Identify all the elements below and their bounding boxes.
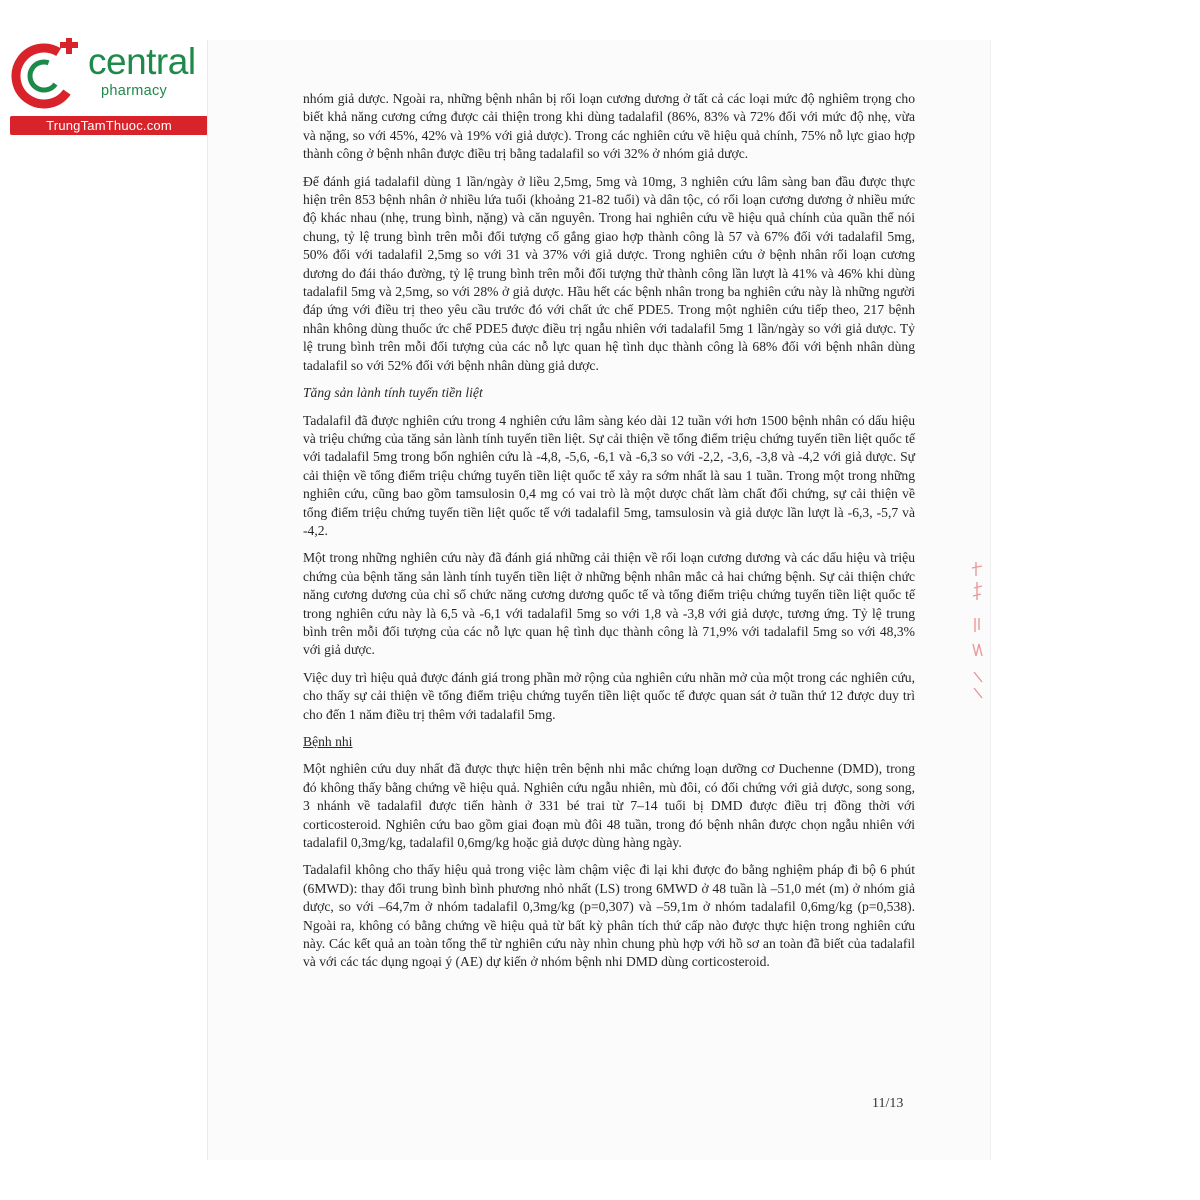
brand-name: central xyxy=(88,41,196,82)
paragraph: Một trong những nghiên cứu này đã đánh giá những cải thiện về rối loạn cương dương và các dấu hiệu và triệu chứng của bệnh tăng sản lành tính tuyến tiền liệt ở những bệnh nhân mắc cả hai chứng bệnh. Sự cải thiện chức năng cương dương của chỉ số chức năng cương dương quốc tế và tổng điểm triệu chứng tuyến tiền liệt quốc tế trong nghiên cứu này là 6,5 và -6,1 với tadalafil 5mg so với 1,8 và -3,8 với giả dược, tương ứng. Tỷ lệ trung bình trên mỗi đối tượng của các nỗ lực quan hệ tình dục thành công là 71,9% với tadalafil 5mg so với 48,3% với giả dược. xyxy=(303,550,915,658)
brand-logo[interactable] xyxy=(10,38,215,138)
brand-website[interactable]: TrungTamThuoc.com xyxy=(10,116,208,135)
paragraph: Việc duy trì hiệu quả được đánh giá trong phần mở rộng của nghiên cứu nhãn mở của một trong các nghiên cứu, cho thấy sự cải thiện về tổng điểm triệu chứng tuyến tiền liệt quốc tế được quan sát ở tuần thứ 12 được duy trì cho đến 1 năm điều trị thêm với tadalafil 5mg. xyxy=(303,669,915,722)
paragraph: Tadalafil đã được nghiên cứu trong 4 nghiên cứu lâm sàng kéo dài 12 tuần với hơn 1500 bệnh nhân có dấu hiệu và triệu chứng của tăng sản lành tính tuyến tiền liệt. Sự cải thiện về tổng điểm triệu chứng tuyến tiền liệt quốc tế với tadalafil 5mg trong bốn nghiên cứu là -4,8, -5,6, -6,1 và -6,3 so với -2,2, -3,6, -3,8 và -4,2 với giả dược. Sự cải thiện về tổng điểm triệu chứng tuyến tiền liệt quốc tế xảy ra sớm nhất là sau 1 tuần. Trong một trong những nghiên cứu, cũng bao gồm tamsulosin 0,4 mg có vai trò là một dược chất làm chất đối chứng, sự cải thiện về tổng điểm triệu chứng tuyến tiền liệt quốc tế với tadalafil 5mg, tamsulosin và giả dược lần lượt là -6,3, -5,7 và -4,2. xyxy=(303,412,915,538)
paragraph: nhóm giả dược. Ngoài ra, những bệnh nhân bị rối loạn cương dương ở tất cả các loại mức độ nghiêm trọng cho biết khả năng cương cứng được cải thiện trong khi dùng tadalafil (86%, 83% và 72% đối với mức độ nhẹ, vừa và nặng, so với 45%, 42% và 19% với giả dược). Trong các nghiên cứu về hiệu quả chính, 75% nỗ lực giao hợp thành công ở bệnh nhân được điều trị bằng tadalafil so với 32% ở nhóm giả dược. xyxy=(303,91,915,162)
brand-subtitle: pharmacy xyxy=(101,83,168,99)
section-heading-bph: Tăng sản lành tính tuyến tiền liệt xyxy=(303,385,483,401)
red-stamp-marks xyxy=(968,560,990,705)
paragraph: Tadalafil không cho thấy hiệu quả trong việc làm chậm việc đi lại khi được đo bằng nghiệm pháp đi bộ 6 phút (6MWD): thay đổi trung bình bình phương nhỏ nhất (LS) trong 6MWD ở 48 tuần là –51,0 mét (m) ở nhóm giả dược, so với –64,7m ở nhóm tadalafil 0,3mg/kg (p=0,307) và –59,1m ở nhóm tadalafil 0,6mg/kg (p=0,538). Ngoài ra, không có bằng chứng về hiệu quả từ bất kỳ phân tích thứ cấp nào được thực hiện trong nghiên cứu này. Các kết quả an toàn tổng thể từ nghiên cứu này nhìn chung phù hợp với hồ sơ an toàn đã biết của tadalafil và với các tác dụng ngoại ý (AE) dự kiến ở nhóm bệnh nhi DMD dùng corticosteroid. xyxy=(303,862,915,970)
paragraph: Một nghiên cứu duy nhất đã được thực hiện trên bệnh nhi mắc chứng loạn dưỡng cơ Duchenne (DMD), trong đó không thấy bằng chứng về hiệu quả. Nghiên cứu ngẫu nhiên, mù đôi, có đối chứng với giả dược, song song, 3 nhánh về tadalafil được tiến hành ở 331 bé trai từ 7–14 tuổi bị DMD được điều trị đồng thời với corticosteroid. Nghiên cứu bao gồm giai đoạn mù đôi 48 tuần, trong đó bệnh nhân được chọn ngẫu nhiên với tadalafil 0,3mg/kg, tadalafil 0,6mg/kg hoặc giả dược dùng hàng ngày. xyxy=(303,761,915,851)
page-number: 11/13 xyxy=(872,1096,904,1111)
central-pharmacy-logo-icon xyxy=(10,38,90,114)
section-heading-pediatric: Bệnh nhi xyxy=(303,734,353,749)
paragraph: Để đánh giá tadalafil dùng 1 lần/ngày ở liều 2,5mg, 5mg và 10mg, 3 nghiên cứu lâm sàng ban đầu được thực hiện trên 853 bệnh nhân ở nhiều lứa tuổi (khoảng 21-82 tuổi) và dân tộc, có rối loạn cương dương ở nhiều mức độ khác nhau (nhẹ, trung bình, nặng) và căn nguyên. Trong hai nghiên cứu về hiệu quả chính của quần thể nói chung, tỷ lệ trung bình trên mỗi đối tượng cố gắng giao hợp thành công là 57 và 67% đối với tadalafil 5mg, 50% đối với tadalafil 2,5mg so với 31 và 37% với giả dược. Trong nghiên cứu ở bệnh nhân rối loạn cương dương do đái tháo đường, tỷ lệ trung bình trên mỗi đối tượng thử thành công lần lượt là 41% và 46% khi dùng tadalafil 5mg và 2,5mg, so với 28% ở giả dược. Hầu hết các bệnh nhân trong ba nghiên cứu này là những người đáp ứng với điều trị theo yêu cầu trước đó với chất ức chế PDE5. Trong một nghiên cứu tiếp theo, 217 bệnh nhân không dùng thuốc ức chế PDE5 được điều trị ngẫu nhiên với tadalafil 5mg 1 lần/ngày so với giả dược. Tỷ lệ trung bình trên mỗi đối tượng của các nỗ lực quan hệ tình dục thành công là 68% đối với bệnh nhân dùng tadalafil so với 52% đối với bệnh nhân dùng giả dược. xyxy=(303,173,915,373)
document-body xyxy=(303,90,915,981)
